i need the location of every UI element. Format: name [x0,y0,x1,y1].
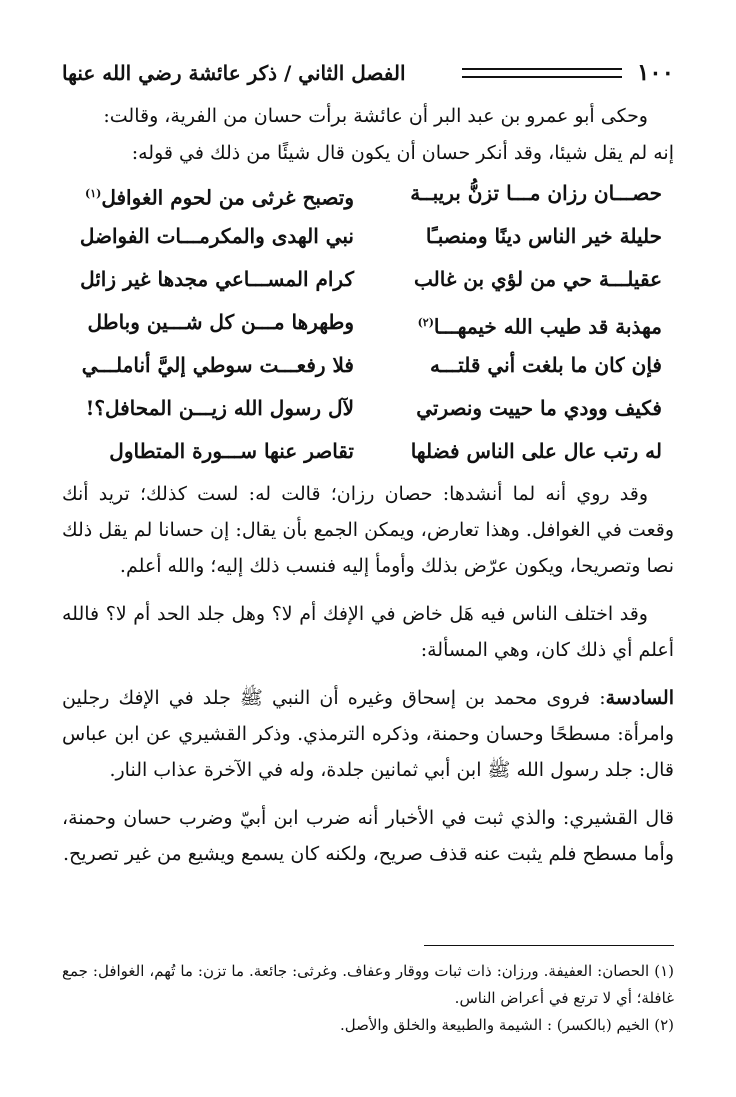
verse-first-half: حصـــان رزان مـــا تزنُّ بريبــة [410,181,662,205]
poem-verse [87,301,662,344]
verse-first-half: فكيف وودي ما حييت ونصرتي [416,396,662,420]
verse-second-half [84,172,354,215]
verse-first-half: فإن كان ما بلغت أني قلتـــه [429,353,662,377]
verse-first-half-text: مهذبة قد طيب الله خيمهـــا [433,314,662,339]
page-header [62,58,674,92]
intro-text [62,98,674,172]
footnote-marker: (٢) [417,316,434,329]
verse-second-half: نبي الهدى والمكرمـــات الفواضل [79,224,354,248]
header-rule [462,68,622,78]
verse-second-half: وطهرها مـــن كل شـــين وباطل [87,310,354,334]
poem-verse [92,430,662,473]
paragraph-gap [62,584,674,596]
intro-line-1: وحكى أبو عمرو بن عبد البر أن عائشة برأت حسان من الفرية، وقالت: [103,105,648,127]
paragraph: وقد اختلف الناس فيه هَل خاض في الإفك أم لا؟ وهل جلد الحد أم لا؟ فالله أعلم أي ذلك كان، وهي المسألة: [62,603,674,661]
poem-verse [84,172,662,215]
footnote-1: (١) الحصان: العفيفة. ورزان: ذات ثبات ووقار وعفاف. وغرثى: جائعة. ما تزن: ما تُهم، الغوافل: جمع غافلة؛ أي لا ترتع في أعراض الناس. [62,962,674,1007]
footnote-2: (٢) الخيم (بالكسر) : الشيمة والطبيعة والخلق والأصل. [339,1016,674,1034]
verse-first-half: له رتب عال على الناس فضلها [410,439,662,463]
issue-text: : فروى محمد بن إسحاق وغيره أن النبي ﷺ جلد في الإفك رجلين وامرأة: مسطحًا وحسان وحمنة، وذكره الترمذي. وذكر القشيري عن ابن عباس قال: جلد رسول الله ﷺ ابن أبي ثمانين جلدة، وله في الآخرة عذاب النار. [62,687,674,781]
poem-verse [79,215,662,258]
issue-heading: السادسة [605,687,674,709]
footnote-marker: (١) [84,187,102,200]
paragraph-gap [62,788,674,800]
verse-first-half [404,301,662,344]
chapter-title: الفصل الثاني / ذكر عائشة رضي الله عنها [62,61,406,85]
verse-second-half: كرام المســـاعي مجدها غير زائل [80,267,354,291]
verse-second-half: تقاصر عنها ســـورة المتطاول [109,439,354,463]
footnote-divider [424,945,674,946]
verse-second-half: فلا رفعـــت سوطي إليَّ أناملـــي [81,353,354,377]
poem-verse [85,387,662,430]
intro-line-2: إنه لم يقل شيئا، وقد أنكر حسان أن يكون قال شيئًا من ذلك في قوله: [131,142,674,164]
poem [79,172,662,473]
verse-second-half-text: وتصبح غرثى من لحوم الغوافل [101,185,354,210]
page-number: ١٠٠ [636,59,674,86]
verse-first-half: حليلة خير الناس دينًا ومنصبـًا [425,224,662,248]
paragraph: وقد روي أنه لما أنشدها: حصان رزان؛ قالت له: لست كذلك؛ تريد أنك وقعت في الغوافل. وهذا تعارض، ويمكن الجمع بأن يقال: إن حسانا لم يقل ذلك نصا وتصريحا، ويكون عرّض بذلك وأومأ إليه فنسب ذلك إليه؛ والله أعلم. [62,483,674,577]
paragraph-sixth [62,680,674,788]
poem-verse [80,258,662,301]
main-text [62,476,674,872]
verse-second-half: لآل رسول الله زيـــن المحافل؟! [85,396,354,420]
paragraph-gap [62,668,674,680]
paragraph-closing: قال القشيري: والذي ثبت في الأخبار أنه ضرب ابن أبيّ وضرب حسان وحمنة، وأما مسطح فلم يثبت عنه قذف صريح، ولكنه كان يسمع ويشيع من غير تصريح. [62,807,674,865]
verse-first-half: عقيلـــة حي من لؤي بن غالب [414,267,662,291]
poem-verse [81,344,662,387]
footnotes [62,958,674,1039]
